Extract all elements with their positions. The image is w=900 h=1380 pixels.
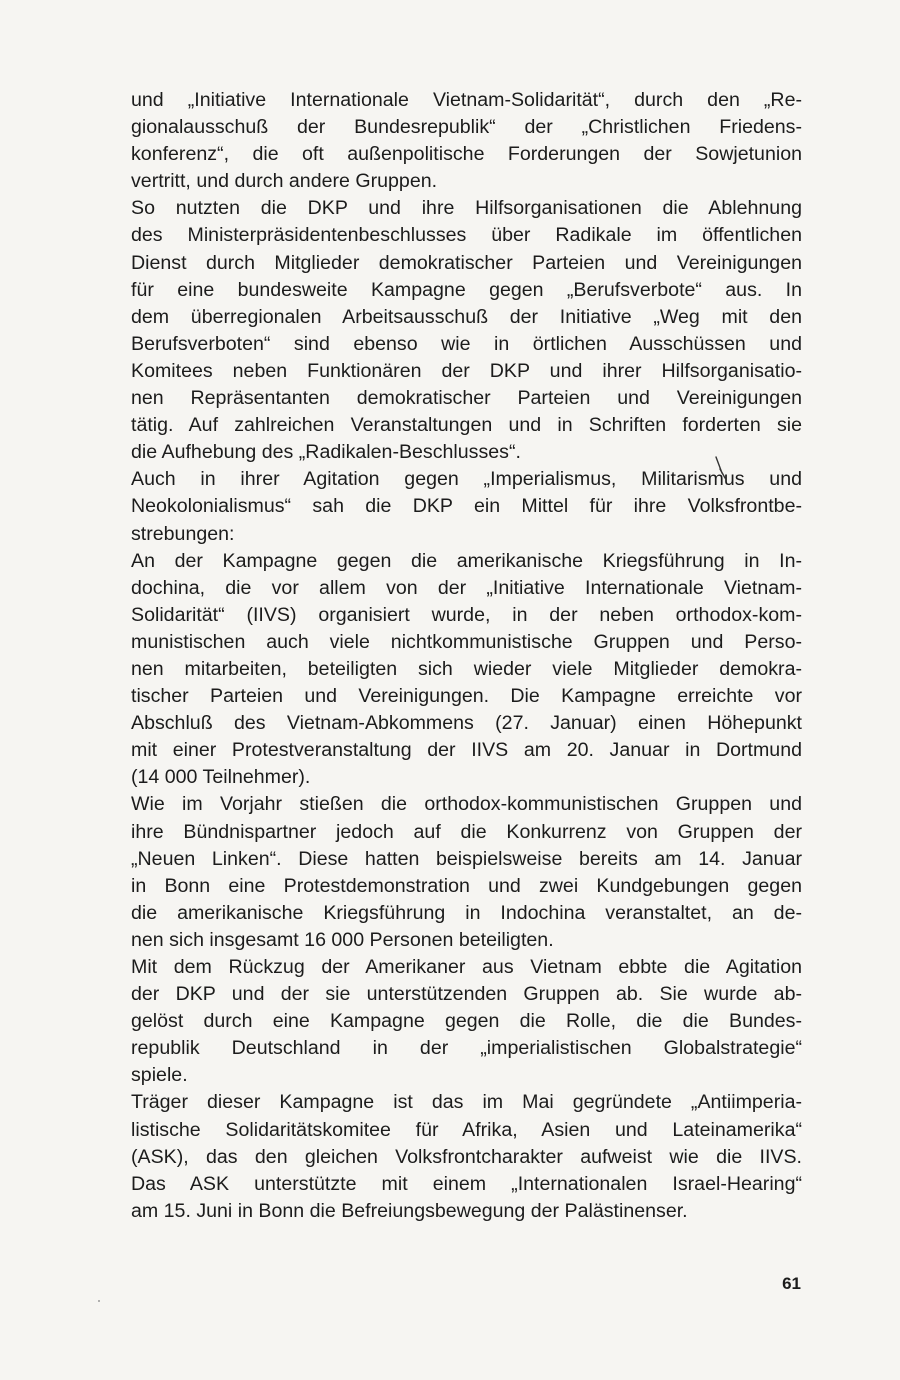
text-line: gelöst durch eine Kampagne gegen die Rolle, die die Bundes-: [131, 1010, 802, 1033]
text-line: gionalausschuß der Bundesrepublik“ der „Christlichen Friedens-: [131, 116, 802, 139]
text-line: republik Deutschland in der „imperialistischen Globalstrategie“: [131, 1037, 802, 1060]
text-line: „Neuen Linken“. Diese hatten beispielsweise bereits am 14. Januar: [131, 847, 802, 870]
paragraph: [131, 791, 802, 954]
text-line: So nutzten die DKP und ihre Hilfsorganisationen die Ablehnung: [131, 197, 802, 220]
text-line: für eine bundesweite Kampagne gegen „Berufsverbote“ aus. In: [131, 278, 802, 301]
text-line: tätig. Auf zahlreichen Veranstaltungen und in Schriften forderten sie: [131, 414, 802, 437]
text-line: ihre Bündnispartner jedoch auf die Konkurrenz von Gruppen der: [131, 820, 802, 843]
text-line: Abschluß des Vietnam-Abkommens (27. Januar) einen Höhepunkt: [131, 712, 802, 735]
text-line: am 15. Juni in Bonn die Befreiungsbewegung der Palästinenser.: [131, 1199, 688, 1222]
body-text: [131, 87, 802, 1225]
text-line: konferenz“, die oft außenpolitische Forderungen der Sowjetunion: [131, 143, 802, 166]
text-line: die amerikanische Kriegsführung in Indochina veranstaltet, an de-: [131, 901, 802, 924]
text-line: (ASK), das den gleichen Volksfrontcharakter aufweist wie die IIVS.: [131, 1145, 802, 1168]
text-line: Wie im Vorjahr stießen die orthodox-kommunistischen Gruppen und: [131, 793, 802, 816]
text-line: nen Repräsentanten demokratischer Parteien und Vereinigungen: [131, 387, 802, 410]
text-line: Dienst durch Mitglieder demokratischer Parteien und Vereinigungen: [131, 251, 802, 274]
text-line: An der Kampagne gegen die amerikanische Kriegsführung in In-: [131, 549, 802, 572]
text-line: Berufsverboten“ sind ebenso wie in örtlichen Ausschüssen und: [131, 332, 802, 355]
text-line: Träger dieser Kampagne ist das im Mai gegründete „Antiimperia-: [131, 1091, 802, 1114]
paragraph: [131, 954, 802, 1089]
text-line: dem überregionalen Arbeitsausschuß der Initiative „Weg mit den: [131, 305, 802, 328]
text-line: (14 000 Teilnehmer).: [131, 766, 311, 789]
paragraph: [131, 195, 802, 466]
text-line: Das ASK unterstützte mit einem „Internationalen Israel-Hearing“: [131, 1172, 802, 1195]
page-number: 61: [782, 1274, 801, 1293]
text-line: in Bonn eine Protestdemonstration und zwei Kundgebungen gegen: [131, 874, 802, 897]
text-line: mit einer Protestveranstaltung der IIVS am 20. Januar in Dortmund: [131, 739, 802, 762]
paragraph: [131, 87, 802, 195]
scan-speck: [98, 1300, 100, 1302]
paragraph: [131, 466, 802, 547]
text-line: munistischen auch viele nichtkommunistische Gruppen und Perso-: [131, 630, 802, 653]
text-line: tischer Parteien und Vereinigungen. Die Kampagne erreichte vor: [131, 685, 802, 708]
text-line: vertritt, und durch andere Gruppen.: [131, 170, 438, 193]
text-line: der DKP und der sie unterstützenden Gruppen ab. Sie wurde ab-: [131, 983, 802, 1006]
handwritten-mark: [714, 455, 728, 481]
paragraph: [131, 1089, 802, 1224]
text-line: die Aufhebung des „Radikalen-Beschlusses“.: [131, 441, 521, 464]
text-line: des Ministerpräsidentenbeschlusses über Radikale im öffentlichen: [131, 224, 802, 247]
text-line: nen sich insgesamt 16 000 Personen beteiligten.: [131, 928, 554, 951]
text-line: spiele.: [131, 1064, 188, 1087]
paragraph: [131, 548, 802, 792]
text-line: und „Initiative Internationale Vietnam-Solidarität“, durch den „Re-: [131, 89, 802, 111]
text-line: Neokolonialismus“ sah die DKP ein Mittel für ihre Volksfrontbe-: [131, 495, 802, 518]
text-line: Auch in ihrer Agitation gegen „Imperialismus, Militarismus und: [131, 468, 802, 491]
text-line: Komitees neben Funktionären der DKP und ihrer Hilfsorganisatio-: [131, 359, 802, 382]
text-line: nen mitarbeiten, beteiligten sich wieder viele Mitglieder demokra-: [131, 657, 802, 680]
text-line: strebungen:: [131, 522, 235, 545]
text-line: Mit dem Rückzug der Amerikaner aus Vietnam ebbte die Agitation: [131, 956, 802, 978]
text-line: listische Solidaritätskomitee für Afrika, Asien und Lateinamerika“: [131, 1118, 802, 1141]
text-line: dochina, die vor allem von der „Initiative Internationale Vietnam-: [131, 576, 802, 599]
text-line: Solidarität“ (IIVS) organisiert wurde, in der neben orthodox-kom-: [131, 603, 802, 626]
